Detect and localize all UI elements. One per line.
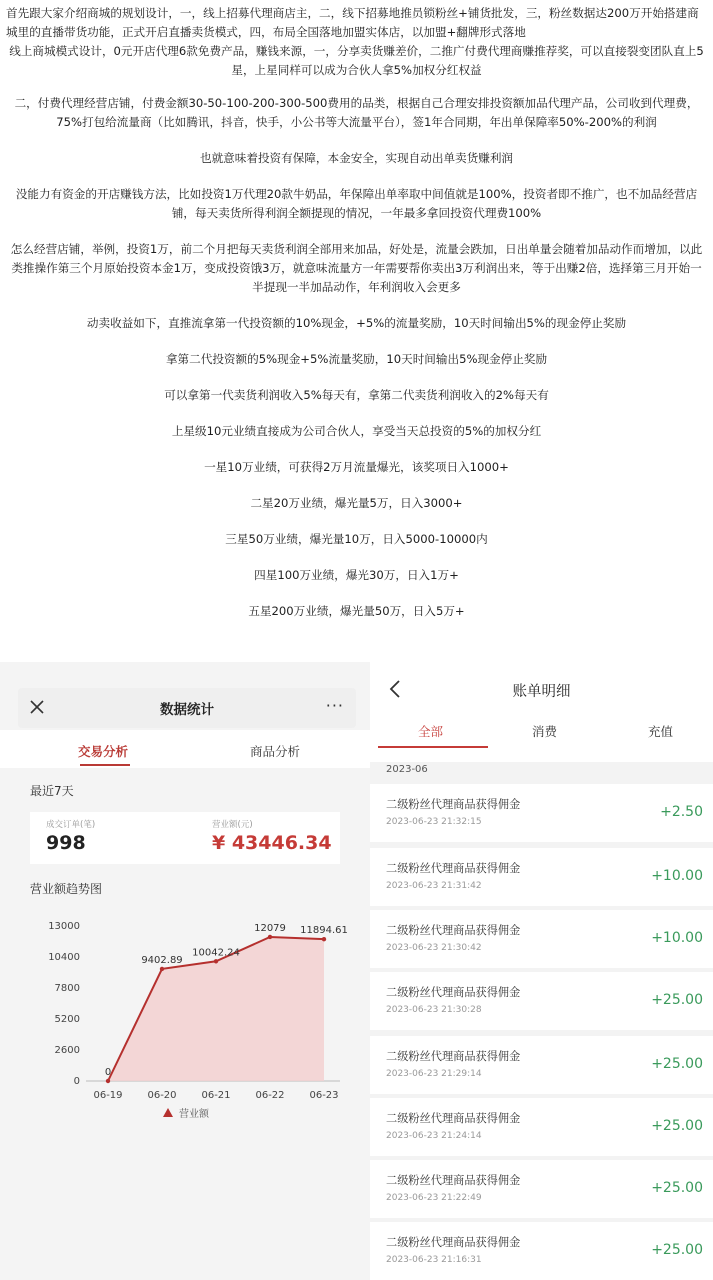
x-tick-label: 06-21 bbox=[201, 1090, 231, 1101]
tab-all[interactable]: 全部 bbox=[418, 724, 444, 739]
article-paragraph: 四星100万业绩，爆光30万，日入1万+ bbox=[254, 568, 459, 582]
list-item[interactable] bbox=[370, 1160, 713, 1218]
y-tick-label: 5200 bbox=[54, 1014, 80, 1025]
data-label: 11894.61 bbox=[300, 925, 348, 937]
page-title: 数据统计 bbox=[160, 702, 214, 718]
y-tick-label: 13000 bbox=[48, 921, 80, 932]
data-label: 0 bbox=[104, 1067, 112, 1078]
page-title: 账单明细 bbox=[512, 684, 571, 700]
bill-time: 2023-06-23 21:32:15 bbox=[386, 817, 482, 827]
bill-name: 二级粉丝代理商品获得佣金 bbox=[386, 924, 521, 937]
x-tick-label: 06-19 bbox=[93, 1090, 123, 1101]
revenue-trend-chart bbox=[18, 900, 354, 1135]
data-point bbox=[160, 967, 164, 971]
summary-card bbox=[30, 812, 340, 864]
article-paragraph: 上星级10元业绩直接成为公司合伙人，享受当天总投资的5%的加权分红 bbox=[171, 424, 542, 438]
bill-time: 2023-06-23 21:31:42 bbox=[386, 881, 482, 891]
bills-header bbox=[370, 662, 713, 762]
article-paragraph: 怎么经营店铺，举例，投资1万，前二个月把每天卖货利润全部用来加品，好处是，流量会跌加，日出单量会随着加品动作而增加，以此类推操作第三个月原始投资本金1万，变成投资饿3万，就意味流量方一年需要帮你卖出3万利润出来，等于出赚2倍，选择第三月开始一半提现一半加品动作，年利润收入会更多 bbox=[10, 242, 703, 294]
data-point bbox=[268, 935, 272, 939]
chart-svg bbox=[18, 900, 354, 1135]
list-item[interactable] bbox=[370, 972, 713, 1030]
bill-amount: +25.00 bbox=[651, 1180, 703, 1196]
y-tick-label: 0 bbox=[73, 1076, 80, 1087]
bill-time: 2023-06-23 21:22:49 bbox=[386, 1193, 482, 1203]
article-paragraph: 动卖收益如下，直推流拿第一代投资额的10%现金，+5%的流量奖励，10天时间输出5%的现金停止奖励 bbox=[86, 316, 627, 330]
article-paragraph: 线上商城模式设计，0元开店代理6款免费产品，赚钱来源，一，分享卖货赚差价，二推广付费代理商赚推荐奖，可以直接裂变团队直上5星，上星同样可以成为合伙人拿5%加权分红权益 bbox=[9, 44, 704, 77]
bill-amount: +25.00 bbox=[651, 1118, 703, 1134]
bill-amount: +25.00 bbox=[651, 992, 703, 1008]
data-point bbox=[322, 937, 326, 941]
data-label: 9402.89 bbox=[141, 954, 183, 966]
bill-amount: +2.50 bbox=[660, 804, 703, 820]
list-item[interactable] bbox=[370, 848, 713, 906]
tab-product-analysis[interactable]: 商品分析 bbox=[250, 744, 301, 759]
article-paragraph: 五星200万业绩，爆光量50万，日入5万+ bbox=[248, 604, 465, 618]
article-paragraph: 也就意味着投资有保障，本金安全，实现自动出单卖货赚利润 bbox=[199, 151, 514, 165]
bill-time: 2023-06-23 21:30:28 bbox=[386, 1005, 482, 1015]
trend-title: 营业额趋势图 bbox=[30, 882, 103, 896]
bill-name: 二级粉丝代理商品获得佣金 bbox=[386, 1236, 521, 1249]
revenue-label: 营业额(元) bbox=[212, 820, 253, 830]
x-tick-label: 06-22 bbox=[255, 1090, 285, 1101]
legend-label: 营业额 bbox=[179, 1109, 209, 1120]
data-label: 10042.24 bbox=[192, 947, 240, 959]
tab-trade-analysis[interactable]: 交易分析 bbox=[78, 744, 129, 759]
data-point bbox=[106, 1079, 110, 1083]
bill-name: 二级粉丝代理商品获得佣金 bbox=[386, 1174, 521, 1187]
x-tick-label: 06-20 bbox=[147, 1090, 177, 1101]
bill-amount: +25.00 bbox=[651, 1056, 703, 1072]
month-header: 2023-06 bbox=[386, 764, 428, 775]
orders-value: 998 bbox=[46, 832, 86, 854]
list-item[interactable] bbox=[370, 910, 713, 968]
bill-time: 2023-06-23 21:30:42 bbox=[386, 943, 482, 953]
article-paragraph: 拿第二代投资额的5%现金+5%流量奖励，10天时间输出5%现金停止奖励 bbox=[165, 352, 548, 366]
tab-underline bbox=[378, 746, 488, 748]
bills-panel bbox=[370, 662, 713, 1280]
article-paragraph: 一星10万业绩，可获得2万月流量爆光，该奖项日入1000+ bbox=[204, 460, 509, 474]
tab-recharge[interactable]: 充值 bbox=[648, 724, 674, 739]
list-item[interactable] bbox=[370, 784, 713, 842]
list-item[interactable] bbox=[370, 1222, 713, 1280]
stats-topbar bbox=[18, 688, 356, 728]
legend-marker bbox=[163, 1108, 173, 1117]
x-tick-label: 06-23 bbox=[309, 1090, 339, 1101]
article-paragraph: 二，付费代理经营店铺，付费金额30-50-100-200-300-500费用的品类，根据自己合理安排投资额加品代理产品，公司收到代理费，75%打包给流量商（比如腾讯，抖音，快手，小公书等大流量平台），签1年合同期，年出单保障率50%-200%的利润 bbox=[14, 96, 699, 129]
period-label: 最近7天 bbox=[30, 784, 74, 798]
bill-name: 二级粉丝代理商品获得佣金 bbox=[386, 1112, 521, 1125]
bill-time: 2023-06-23 21:29:14 bbox=[386, 1069, 482, 1079]
bill-name: 二级粉丝代理商品获得佣金 bbox=[386, 1050, 521, 1063]
article-paragraph: 二星20万业绩，爆光量5万，日入3000+ bbox=[250, 496, 463, 510]
article-paragraph: 三星50万业绩，爆光量10万，日入5000-10000内 bbox=[225, 532, 488, 546]
list-item[interactable] bbox=[370, 1036, 713, 1094]
y-tick-label: 7800 bbox=[54, 983, 80, 994]
data-label: 12079 bbox=[254, 922, 286, 934]
article-paragraph: 可以拿第一代卖货利润收入5%每天有，拿第二代卖货利润收入的2%每天有 bbox=[164, 388, 549, 402]
bill-amount: +10.00 bbox=[651, 930, 703, 946]
bill-name: 二级粉丝代理商品获得佣金 bbox=[386, 862, 521, 875]
list-item[interactable] bbox=[370, 1098, 713, 1156]
tab-underline bbox=[80, 764, 130, 766]
bill-time: 2023-06-23 21:16:31 bbox=[386, 1255, 482, 1265]
bill-time: 2023-06-23 21:24:14 bbox=[386, 1131, 482, 1141]
revenue-value: ¥ 43446.34 bbox=[212, 832, 332, 854]
orders-label: 成交订单(笔) bbox=[46, 820, 96, 830]
y-tick-label: 10400 bbox=[48, 952, 80, 963]
bill-amount: +10.00 bbox=[651, 868, 703, 884]
data-point bbox=[214, 959, 218, 963]
bill-name: 二级粉丝代理商品获得佣金 bbox=[386, 798, 521, 811]
article-paragraph: 没能力有资金的开店赚钱方法，比如投资1万代理20款牛奶品，年保障出单率取中间值就是100%，投资者即不推广，也不加品经营店铺，每天卖货所得利润全额提现的情况，一年最多拿回投资代理费100% bbox=[15, 187, 698, 220]
y-tick-label: 2600 bbox=[54, 1045, 80, 1056]
more-icon[interactable]: ··· bbox=[325, 696, 344, 715]
bill-name: 二级粉丝代理商品获得佣金 bbox=[386, 986, 521, 999]
tab-consume[interactable]: 消费 bbox=[532, 724, 558, 739]
bill-amount: +25.00 bbox=[651, 1242, 703, 1258]
stats-tabbar bbox=[0, 730, 370, 768]
article-paragraph: 首先跟大家介绍商城的规划设计，一，线上招募代理商店主，二，线下招募地推员锁粉丝+铺货批发，三，粉丝数据达200万开始搭建商城里的直播带货功能，正式开启直播卖货模式，四，布局全国落地加盟实体店，以加盟+翻牌形式落地 bbox=[6, 6, 699, 39]
